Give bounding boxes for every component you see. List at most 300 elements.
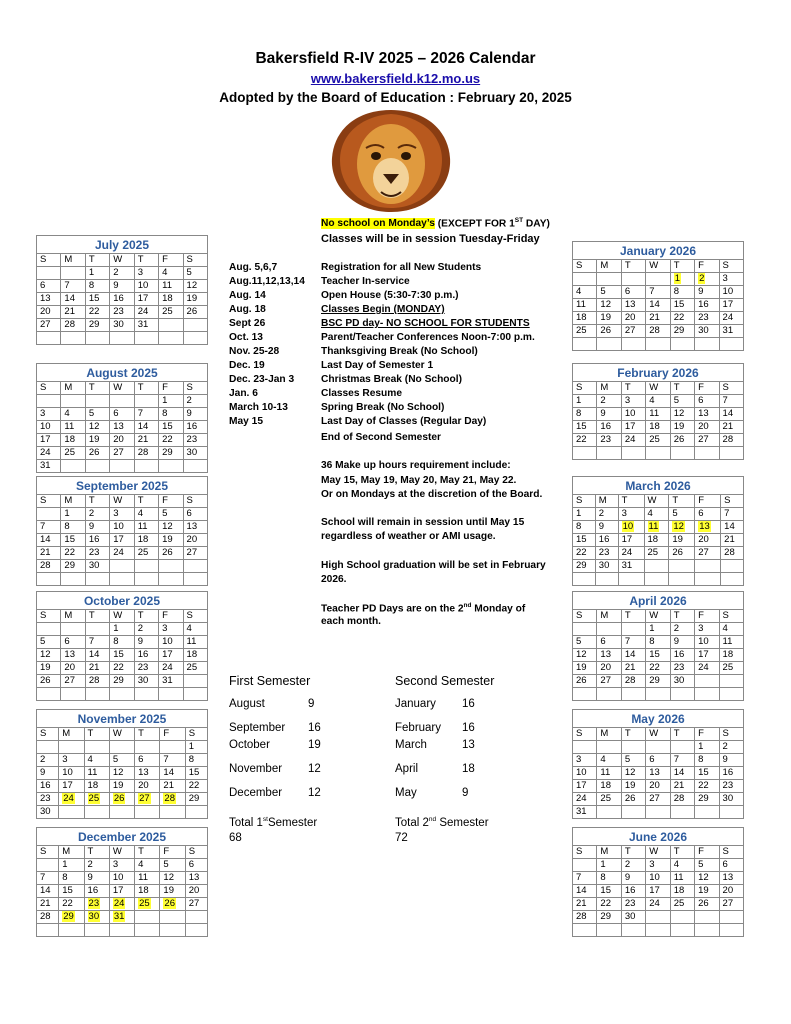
calendar-day: 27 <box>183 547 207 560</box>
calendar-day-highlighted <box>160 793 185 806</box>
calendar-day <box>85 623 109 636</box>
calendar-day: 25 <box>597 793 621 806</box>
event-date: Sept 26 <box>229 318 266 329</box>
calendar-day <box>646 924 670 937</box>
event-description: Classes Begin (MONDAY) <box>321 304 445 315</box>
day-header: W <box>646 382 670 395</box>
second-semester-title: Second Semester <box>395 674 495 688</box>
calendar-day <box>160 741 185 754</box>
calendar-day <box>159 319 183 332</box>
day-header: W <box>646 728 670 741</box>
calendar-day: 9 <box>37 767 59 780</box>
day-header: T <box>134 254 158 267</box>
day-header: M <box>61 495 85 508</box>
event-description: BSC PD day- NO SCHOOL FOR STUDENTS <box>321 318 530 329</box>
second-semester-month: May <box>395 787 417 799</box>
calendar-day: 6 <box>37 280 61 293</box>
calendar-day: 9 <box>85 521 109 534</box>
calendar-day <box>185 924 207 937</box>
calendar-day: 29 <box>695 793 719 806</box>
calendar-day: 10 <box>621 408 645 421</box>
day-number: 1 <box>674 273 680 284</box>
calendar-day: 14 <box>721 521 744 534</box>
event-date: Oct. 13 <box>229 332 263 343</box>
session-weather-line1: School will remain in session until May 15 <box>321 517 525 528</box>
calendar-day <box>61 573 85 586</box>
calendar-day <box>37 508 61 521</box>
calendar-august-2025 <box>36 363 208 473</box>
calendar-day <box>37 395 61 408</box>
calendar-day: 22 <box>695 780 719 793</box>
day-header: S <box>37 254 61 267</box>
calendar-day: 1 <box>597 859 621 872</box>
calendar-day: 4 <box>719 623 743 636</box>
calendar-day: 26 <box>597 325 621 338</box>
calendar-day: 24 <box>159 662 183 675</box>
calendar-day <box>646 447 670 460</box>
first-semester-month: September <box>229 722 286 734</box>
calendar-week-row <box>573 547 744 560</box>
month-name: December 2025 <box>37 828 208 846</box>
calendar-day: 11 <box>719 636 743 649</box>
calendar-day: 27 <box>185 898 207 911</box>
calendar-march-2026 <box>572 476 744 586</box>
calendar-week-row <box>37 508 208 521</box>
calendar-day <box>646 806 670 819</box>
first-semester-days: 12 <box>308 763 321 775</box>
calendar-day: 4 <box>670 859 694 872</box>
calendar-day: 11 <box>61 421 85 434</box>
calendar-may-2026 <box>572 709 744 819</box>
calendar-day: 25 <box>134 547 158 560</box>
calendar-day <box>669 560 695 573</box>
calendar-day: 3 <box>109 859 134 872</box>
calendar-week-row <box>37 649 208 662</box>
calendar-day: 28 <box>721 547 744 560</box>
calendar-day: 28 <box>719 434 743 447</box>
event-description: Classes Resume <box>321 388 402 399</box>
calendar-day: 18 <box>134 534 158 547</box>
calendar-day-highlighted <box>135 898 160 911</box>
calendar-day <box>37 924 59 937</box>
calendar-day: 4 <box>183 623 207 636</box>
calendar-week-row <box>37 872 208 885</box>
calendar-day: 19 <box>573 662 597 675</box>
calendar-day: 30 <box>595 560 618 573</box>
calendar-day: 28 <box>37 560 61 573</box>
calendar-day: 2 <box>84 859 109 872</box>
calendar-day: 31 <box>37 460 61 473</box>
day-header: T <box>670 260 694 273</box>
calendar-week-row <box>37 547 208 560</box>
calendar-day: 7 <box>646 286 670 299</box>
district-website-link[interactable]: www.bakersfield.k12.mo.us <box>310 71 481 86</box>
calendar-day <box>135 741 160 754</box>
day-header: T <box>85 382 109 395</box>
calendar-day: 23 <box>183 434 207 447</box>
day-header: W <box>109 728 134 741</box>
calendar-week-row <box>573 299 744 312</box>
calendar-day: 16 <box>37 780 59 793</box>
day-number: 12 <box>673 521 684 532</box>
calendar-day: 7 <box>37 521 61 534</box>
calendar-day <box>597 273 621 286</box>
calendar-day: 12 <box>37 649 61 662</box>
calendar-day <box>61 332 85 345</box>
calendar-day: 23 <box>695 312 719 325</box>
calendar-day: 18 <box>597 780 621 793</box>
calendar-day: 5 <box>669 508 695 521</box>
calendar-day: 6 <box>695 395 719 408</box>
calendar-day: 20 <box>695 534 721 547</box>
calendar-day: 27 <box>695 434 719 447</box>
calendar-week-row <box>573 408 744 421</box>
day-header: W <box>646 610 670 623</box>
calendar-week-row <box>37 534 208 547</box>
calendar-week-row <box>37 408 208 421</box>
pd-days-line1: Teacher PD Days are on the 2nd Monday of <box>321 602 526 615</box>
calendar-day: 12 <box>670 408 694 421</box>
calendar-day: 1 <box>646 623 670 636</box>
calendar-day <box>670 741 694 754</box>
calendar-day <box>573 924 597 937</box>
calendar-day <box>695 924 719 937</box>
day-header: S <box>719 728 743 741</box>
calendar-day-highlighted <box>59 793 84 806</box>
calendar-day <box>719 911 743 924</box>
calendar-week-row <box>573 560 744 573</box>
calendar-day: 8 <box>670 286 694 299</box>
calendar-day: 2 <box>183 395 207 408</box>
calendar-day <box>719 688 743 701</box>
day-header: M <box>597 728 621 741</box>
calendar-july-2025 <box>36 235 208 345</box>
calendar-day: 30 <box>134 675 158 688</box>
calendar-day: 20 <box>135 780 160 793</box>
adoption-note: Adopted by the Board of Education : February 20, 2025 <box>219 90 572 105</box>
event-description: Thanksgiving Break (No School) <box>321 346 478 357</box>
day-number: 11 <box>648 521 659 532</box>
calendar-day <box>719 675 743 688</box>
calendar-day <box>159 560 183 573</box>
day-header: S <box>183 495 207 508</box>
calendar-day: 5 <box>695 859 719 872</box>
calendar-day: 29 <box>597 911 621 924</box>
page-title: Bakersfield R-IV 2025 – 2026 Calendar <box>255 50 536 67</box>
calendar-day: 27 <box>37 319 61 332</box>
calendar-day: 19 <box>669 534 695 547</box>
calendar-day: 7 <box>160 754 185 767</box>
calendar-day: 26 <box>695 898 719 911</box>
calendar-day: 18 <box>573 312 597 325</box>
calendar-day: 12 <box>85 421 109 434</box>
calendar-day <box>573 447 597 460</box>
calendar-day <box>621 741 645 754</box>
event-date: Aug. 5,6,7 <box>229 262 278 273</box>
calendar-day: 15 <box>85 293 109 306</box>
calendar-day: 26 <box>670 434 694 447</box>
calendar-week-row <box>573 447 744 460</box>
calendar-day: 21 <box>573 898 597 911</box>
calendar-day: 1 <box>59 859 84 872</box>
month-name: June 2026 <box>573 828 744 846</box>
calendar-day <box>695 447 719 460</box>
calendar-day <box>646 273 670 286</box>
event-date: Aug.11,12,13,14 <box>229 276 305 287</box>
calendar-day <box>695 806 719 819</box>
calendar-day <box>721 573 744 586</box>
calendar-day: 17 <box>134 293 158 306</box>
calendar-day: 6 <box>621 286 645 299</box>
calendar-day <box>695 560 721 573</box>
calendar-day: 31 <box>618 560 644 573</box>
event-date: Dec. 19 <box>229 360 265 371</box>
calendar-day: 23 <box>595 547 618 560</box>
event-date: Jan. 6 <box>229 388 258 399</box>
calendar-day: 7 <box>37 872 59 885</box>
calendar-week-row <box>37 293 208 306</box>
day-number: 31 <box>113 911 125 922</box>
calendar-day: 2 <box>670 623 694 636</box>
calendar-day: 28 <box>670 793 694 806</box>
calendar-day: 21 <box>721 534 744 547</box>
day-header: T <box>670 846 694 859</box>
calendar-day: 9 <box>110 280 134 293</box>
calendar-day: 14 <box>61 293 85 306</box>
first-semester-total-label: Total 1stSemester <box>229 816 318 829</box>
day-header: F <box>159 495 183 508</box>
calendar-day: 18 <box>719 649 743 662</box>
calendar-day <box>719 447 743 460</box>
calendar-day <box>573 573 596 586</box>
calendar-day: 22 <box>159 434 183 447</box>
calendar-day: 8 <box>110 636 134 649</box>
month-name: January 2026 <box>573 242 744 260</box>
day-header: W <box>110 382 134 395</box>
calendar-day <box>61 460 85 473</box>
calendar-day: 24 <box>37 447 61 460</box>
calendar-day: 5 <box>85 408 109 421</box>
calendar-day: 17 <box>719 299 743 312</box>
calendar-day: 5 <box>573 636 597 649</box>
calendar-week-row <box>37 636 208 649</box>
calendar-day: 4 <box>646 395 670 408</box>
calendar-week-row <box>37 573 208 586</box>
day-header: F <box>695 846 719 859</box>
calendar-day: 8 <box>159 408 183 421</box>
calendar-day: 6 <box>183 508 207 521</box>
calendar-day <box>621 924 645 937</box>
calendar-day: 27 <box>110 447 134 460</box>
calendar-day: 30 <box>85 560 109 573</box>
calendar-day: 30 <box>670 675 694 688</box>
calendar-day <box>159 460 183 473</box>
calendar-day: 10 <box>719 286 743 299</box>
calendar-day: 24 <box>646 898 670 911</box>
calendar-day: 10 <box>573 767 597 780</box>
calendar-day: 6 <box>110 408 134 421</box>
calendar-week-row <box>37 793 208 806</box>
event-date: Nov. 25-28 <box>229 346 280 357</box>
day-header: F <box>695 728 719 741</box>
event-date: Dec. 23-Jan 3 <box>229 374 295 385</box>
calendar-day <box>85 395 109 408</box>
calendar-day: 19 <box>183 293 207 306</box>
calendar-day: 3 <box>59 754 84 767</box>
day-header: W <box>109 846 134 859</box>
day-header: T <box>621 610 645 623</box>
calendar-day <box>85 460 109 473</box>
session-weather-line2: regardless of weather or AMI usage. <box>321 531 496 542</box>
calendar-day: 8 <box>573 521 596 534</box>
calendar-day: 3 <box>110 508 134 521</box>
calendar-day: 25 <box>61 447 85 460</box>
calendar-day: 16 <box>595 534 618 547</box>
calendar-day: 26 <box>573 675 597 688</box>
day-header: F <box>695 495 721 508</box>
calendar-day: 17 <box>618 534 644 547</box>
calendar-day <box>61 267 85 280</box>
calendar-week-row <box>573 508 744 521</box>
calendar-day: 17 <box>110 534 134 547</box>
calendar-day: 18 <box>61 434 85 447</box>
calendar-day <box>160 924 185 937</box>
calendar-day: 14 <box>719 408 743 421</box>
calendar-day <box>573 338 597 351</box>
calendar-day: 27 <box>61 675 85 688</box>
calendar-day: 13 <box>185 872 207 885</box>
calendar-day: 16 <box>84 885 109 898</box>
calendar-week-row <box>37 332 208 345</box>
calendar-day: 23 <box>670 662 694 675</box>
day-header: S <box>573 495 596 508</box>
calendar-day: 21 <box>134 434 158 447</box>
calendar-day: 5 <box>621 754 645 767</box>
day-header: S <box>37 382 61 395</box>
calendar-day: 5 <box>37 636 61 649</box>
calendar-week-row <box>37 434 208 447</box>
calendar-day: 26 <box>183 306 207 319</box>
calendar-day <box>37 573 61 586</box>
calendar-day <box>183 319 207 332</box>
pd-days-line2: each month. <box>321 616 382 627</box>
day-header: S <box>573 728 597 741</box>
calendar-day <box>621 447 645 460</box>
calendar-day <box>185 806 207 819</box>
calendar-day: 9 <box>84 872 109 885</box>
calendar-day: 7 <box>85 636 109 649</box>
calendar-day: 26 <box>621 793 645 806</box>
day-number: 24 <box>63 793 74 804</box>
calendar-day <box>646 741 670 754</box>
day-header: T <box>618 495 644 508</box>
second-semester-month: February <box>395 722 442 734</box>
day-header: S <box>573 260 597 273</box>
calendar-day: 1 <box>61 508 85 521</box>
calendar-day: 15 <box>646 649 670 662</box>
calendar-day: 6 <box>61 636 85 649</box>
calendar-week-row <box>37 395 208 408</box>
calendar-day: 5 <box>109 754 134 767</box>
calendar-day: 20 <box>185 885 207 898</box>
calendar-day: 9 <box>134 636 158 649</box>
day-header: S <box>37 728 59 741</box>
calendar-day: 27 <box>695 547 721 560</box>
calendar-day: 2 <box>621 859 645 872</box>
calendar-week-row <box>37 688 208 701</box>
calendar-week-row <box>37 447 208 460</box>
day-header: T <box>85 495 109 508</box>
calendar-day <box>695 675 719 688</box>
calendar-day: 10 <box>37 421 61 434</box>
calendar-day-highlighted <box>618 521 644 534</box>
graduation-line2: 2026. <box>321 574 347 585</box>
calendar-week-row <box>573 286 744 299</box>
calendar-day: 24 <box>719 312 743 325</box>
day-header: S <box>719 610 743 623</box>
calendar-day: 4 <box>61 408 85 421</box>
day-header: S <box>721 495 744 508</box>
calendar-day: 20 <box>183 534 207 547</box>
event-description: Registration for all New Students <box>321 262 482 273</box>
calendar-day <box>597 623 621 636</box>
calendar-day <box>84 924 109 937</box>
calendar-day-highlighted <box>160 898 185 911</box>
calendar-day: 9 <box>719 754 743 767</box>
calendar-week-row <box>37 924 208 937</box>
day-header: M <box>597 610 621 623</box>
second-semester-month: March <box>395 739 427 751</box>
day-header: W <box>646 846 670 859</box>
first-semester-total: 68 <box>229 832 242 844</box>
day-number: 27 <box>139 793 150 804</box>
day-header: M <box>597 846 621 859</box>
calendar-day: 25 <box>159 306 183 319</box>
calendar-day: 19 <box>109 780 134 793</box>
second-semester-days: 16 <box>462 698 475 710</box>
day-header: M <box>59 846 84 859</box>
calendar-day <box>61 623 85 636</box>
calendar-day: 25 <box>719 662 743 675</box>
calendar-week-row <box>573 806 744 819</box>
calendar-day: 2 <box>134 623 158 636</box>
first-semester-month: August <box>229 698 265 710</box>
calendar-day <box>59 806 84 819</box>
calendar-day: 17 <box>573 780 597 793</box>
calendar-week-row <box>37 911 208 924</box>
day-header: M <box>595 495 618 508</box>
month-name: March 2026 <box>573 477 744 495</box>
calendar-day: 7 <box>721 508 744 521</box>
calendar-day: 25 <box>646 434 670 447</box>
calendar-day: 11 <box>159 280 183 293</box>
calendar-day: 23 <box>719 780 743 793</box>
calendar-day: 29 <box>185 793 207 806</box>
day-header: F <box>159 382 183 395</box>
calendar-week-row <box>573 898 744 911</box>
calendar-day: 3 <box>719 273 743 286</box>
calendar-day <box>160 911 185 924</box>
calendar-day: 21 <box>621 662 645 675</box>
calendar-day: 2 <box>37 754 59 767</box>
calendar-day: 12 <box>159 521 183 534</box>
calendar-day: 11 <box>135 872 160 885</box>
day-header: T <box>134 382 158 395</box>
day-header: S <box>183 610 207 623</box>
event-description: Teacher In-service <box>321 276 410 287</box>
calendar-day: 8 <box>573 408 597 421</box>
calendar-day: 22 <box>110 662 134 675</box>
